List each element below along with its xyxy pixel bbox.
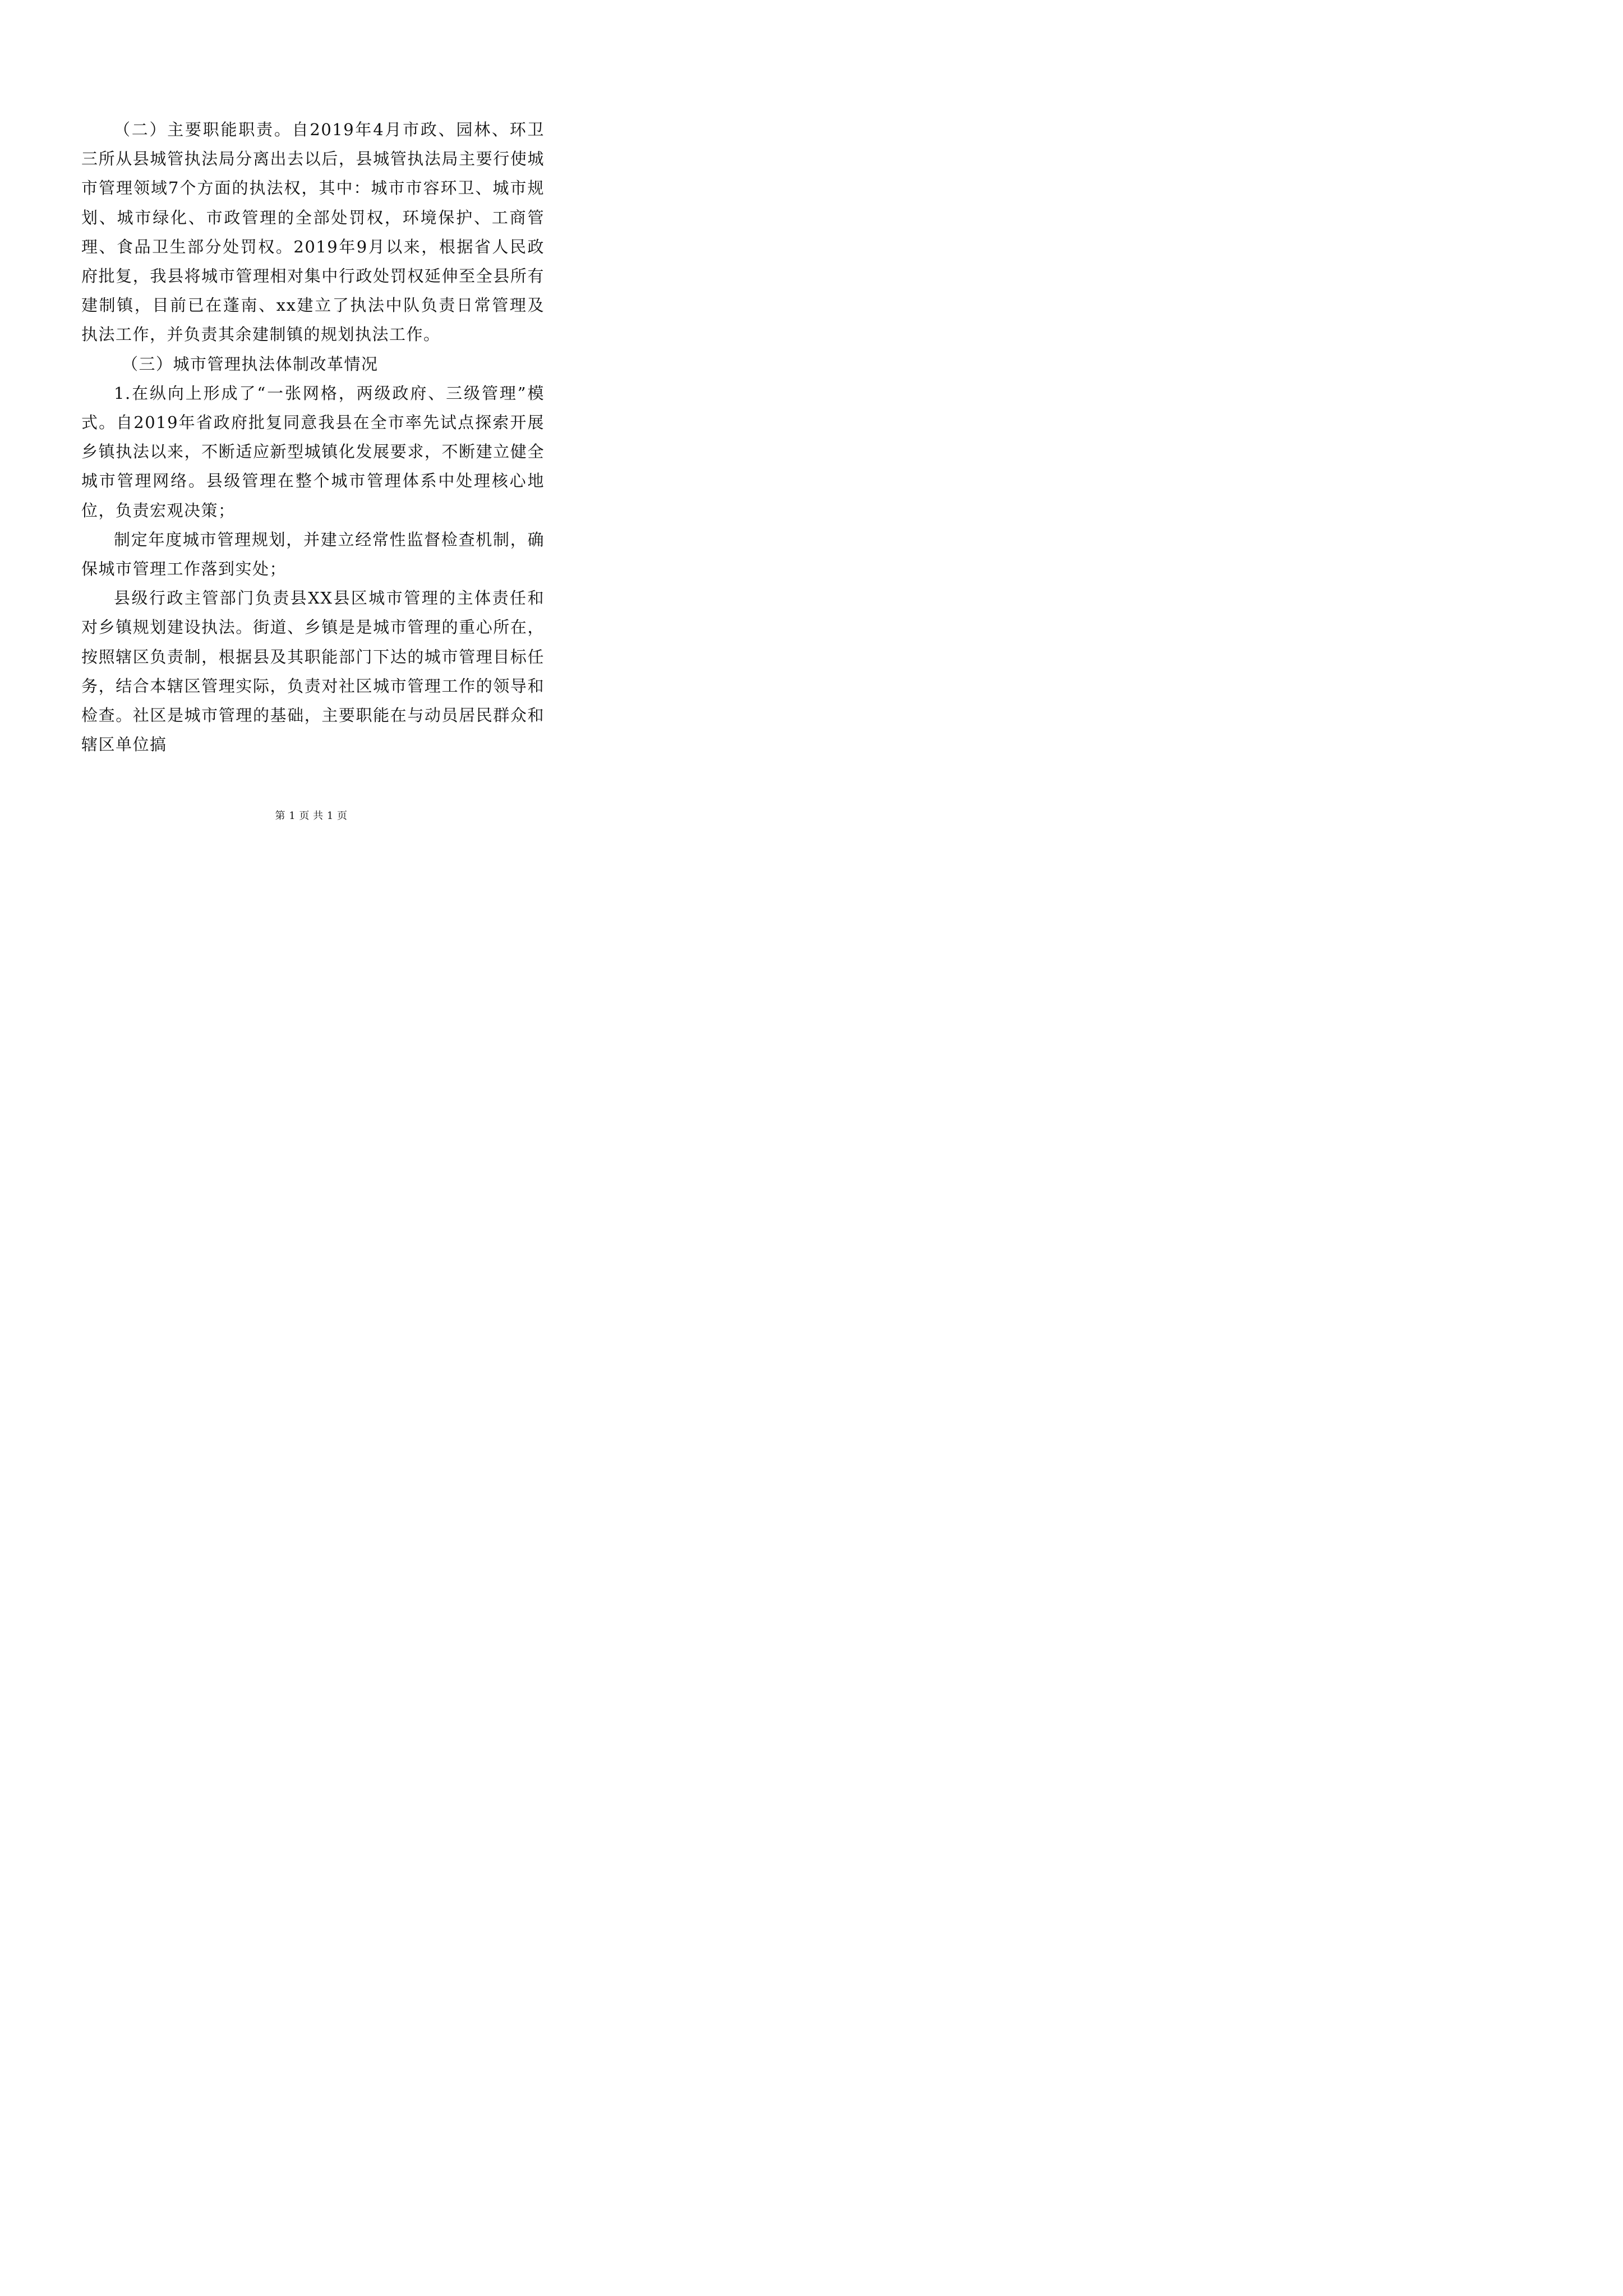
section-heading-reform: （三）城市管理执法体制改革情况 [122, 354, 379, 374]
document-body [81, 115, 545, 759]
paragraph-main-duties: （二）主要职能职责。自2019年4月市政、园林、环卫三所从县城管执法局分离出去以后，县城管执法局主要行使城市管理领域7个方面的执法权，其中：城市市容环卫、城市规划、城市绿化、市政管理的全部处罚权，环境保护、工商管理、食品卫生部分处罚权。2019年9月以来，根据省人民政府批复，我县将城市管理相对集中行政处罚权延伸至全县所有建制镇，目前已在蓬南、xx建立了执法中队负责日常管理及执法工作，并负责其余建制镇的规划执法工作。 [81, 120, 545, 344]
page-number-footer: 第 1 页 共 1 页 [275, 810, 348, 822]
paragraph-county-responsibility: 县级行政主管部门负责县XX县区城市管理的主体责任和对乡镇规划建设执法。街道、乡镇是是城市管理的重心所在，按照辖区负责制，根据县及其职能部门下达的城市管理目标任务，结合本辖区管理实际，负责对社区城市管理工作的领导和检查。社区是城市管理的基础，主要职能在与动员居民群众和辖区单位搞 [81, 588, 545, 754]
document-page [0, 0, 623, 881]
paragraph-vertical-model: 1.在纵向上形成了“一张网格，两级政府、三级管理”模式。自2019年省政府批复同意我县在全市率先试点探索开展乡镇执法以来，不断适应新型城镇化发展要求，不断建立健全城市管理网络。县级管理在整个城市管理体系中处理核心地位，负责宏观决策； [81, 383, 545, 520]
paragraph-annual-plan: 制定年度城市管理规划，并建立经常性监督检查机制，确保城市管理工作落到实处； [81, 530, 545, 579]
